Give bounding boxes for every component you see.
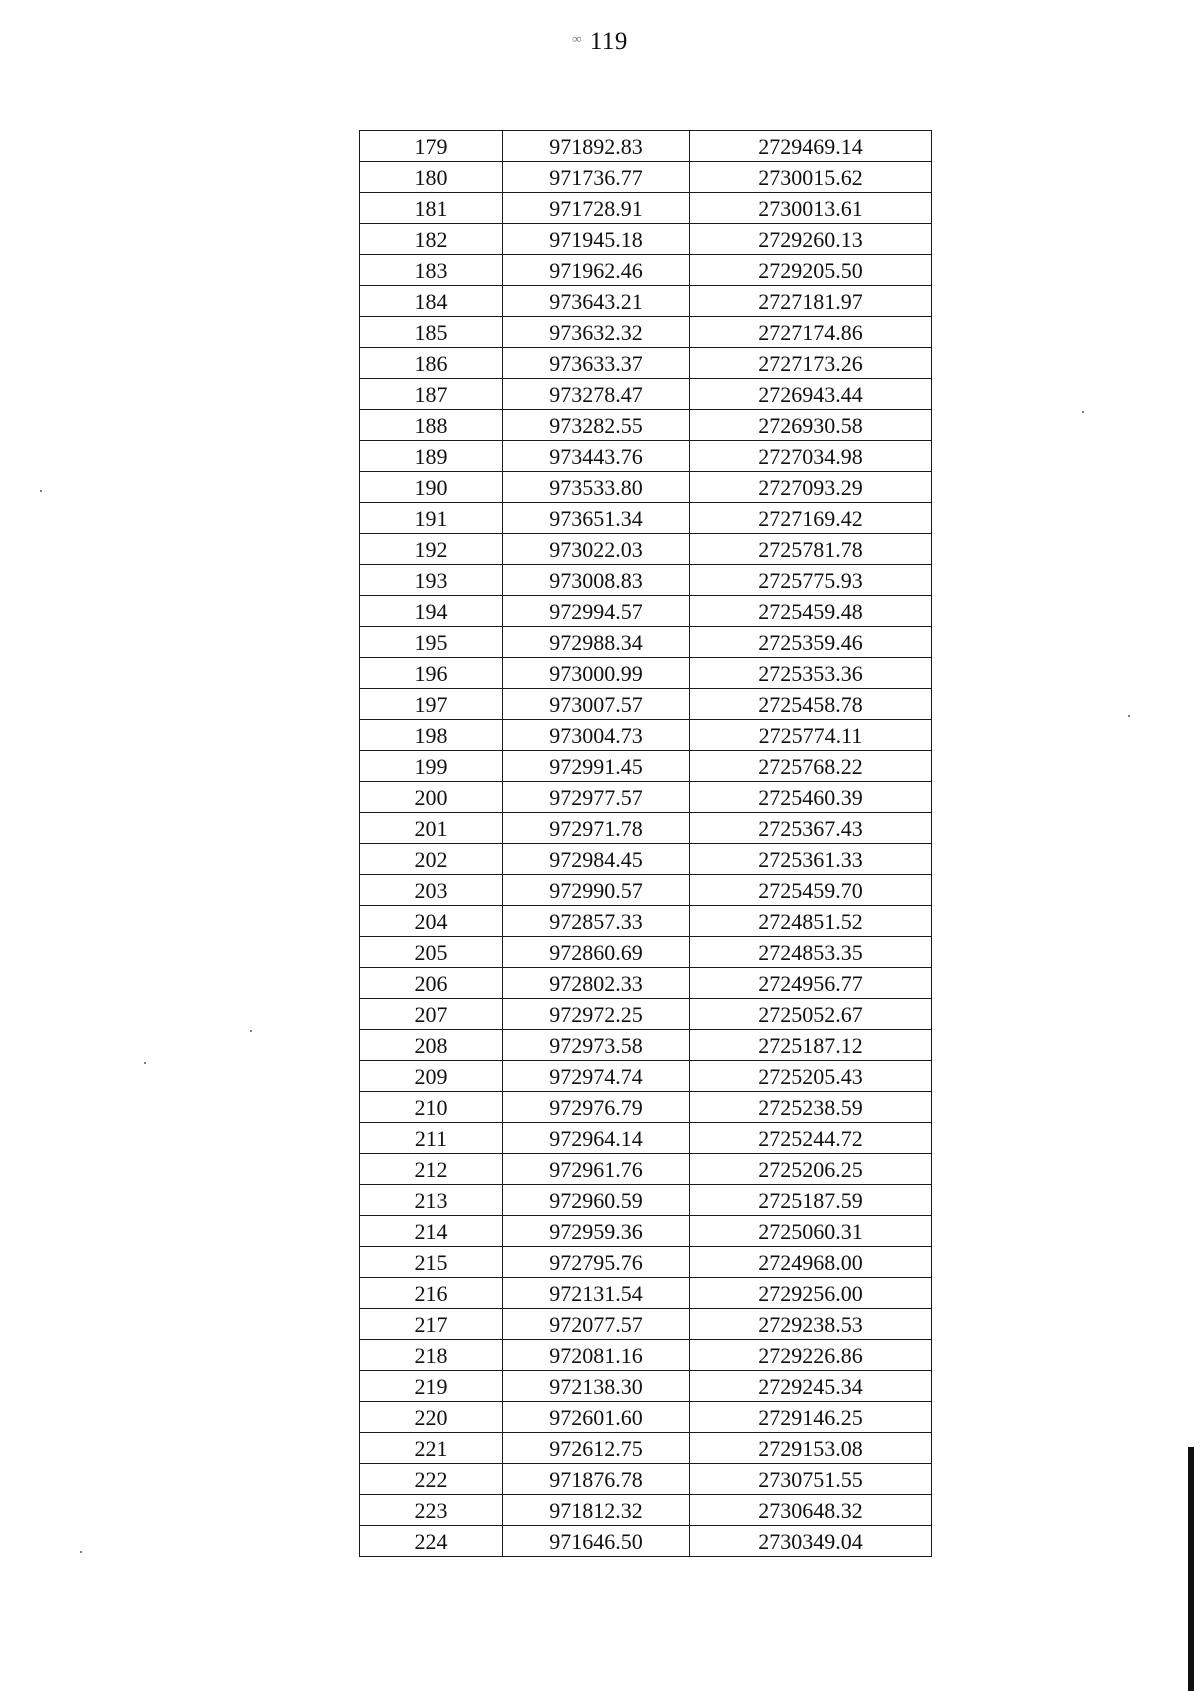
point-number-cell: 179 [360, 131, 503, 162]
table-row [360, 286, 932, 317]
y-coordinate-cell: 2730751.55 [690, 1464, 932, 1495]
y-coordinate-cell: 2729260.13 [690, 224, 932, 255]
y-coordinate-cell: 2730648.32 [690, 1495, 932, 1526]
coordinate-table [359, 130, 932, 1557]
y-coordinate-cell: 2724956.77 [690, 968, 932, 999]
point-number-cell: 192 [360, 534, 503, 565]
scan-speck [144, 1062, 146, 1064]
y-coordinate-cell: 2725768.22 [690, 751, 932, 782]
x-coordinate-cell: 971876.78 [503, 1464, 690, 1495]
x-coordinate-cell: 973651.34 [503, 503, 690, 534]
y-coordinate-cell: 2726943.44 [690, 379, 932, 410]
table-row [360, 1371, 932, 1402]
table-row [360, 1216, 932, 1247]
x-coordinate-cell: 973000.99 [503, 658, 690, 689]
x-coordinate-cell: 972994.57 [503, 596, 690, 627]
page-number [0, 28, 1200, 56]
table-row [360, 472, 932, 503]
table-row [360, 503, 932, 534]
point-number-cell: 218 [360, 1340, 503, 1371]
table-row [360, 1340, 932, 1371]
point-number-cell: 202 [360, 844, 503, 875]
x-coordinate-cell: 972612.75 [503, 1433, 690, 1464]
table-row [360, 782, 932, 813]
y-coordinate-cell: 2725781.78 [690, 534, 932, 565]
y-coordinate-cell: 2729238.53 [690, 1309, 932, 1340]
x-coordinate-cell: 973004.73 [503, 720, 690, 751]
point-number-cell: 214 [360, 1216, 503, 1247]
y-coordinate-cell: 2729226.86 [690, 1340, 932, 1371]
page-number-text: 119 [589, 28, 628, 55]
x-coordinate-cell: 972990.57 [503, 875, 690, 906]
table-row [360, 1402, 932, 1433]
table-row [360, 658, 932, 689]
y-coordinate-cell: 2730015.62 [690, 162, 932, 193]
scan-speck [80, 1551, 82, 1553]
y-coordinate-cell: 2724853.35 [690, 937, 932, 968]
y-coordinate-cell: 2725060.31 [690, 1216, 932, 1247]
point-number-cell: 207 [360, 999, 503, 1030]
x-coordinate-cell: 971945.18 [503, 224, 690, 255]
point-number-cell: 190 [360, 472, 503, 503]
point-number-cell: 198 [360, 720, 503, 751]
y-coordinate-cell: 2725206.25 [690, 1154, 932, 1185]
table-row [360, 875, 932, 906]
scan-edge-bar [1188, 1447, 1194, 1691]
table-row [360, 1061, 932, 1092]
point-number-cell: 205 [360, 937, 503, 968]
y-coordinate-cell: 2725187.59 [690, 1185, 932, 1216]
scan-mark-icon: ∞ [572, 31, 582, 46]
y-coordinate-cell: 2724968.00 [690, 1247, 932, 1278]
y-coordinate-cell: 2725353.36 [690, 658, 932, 689]
table-row [360, 968, 932, 999]
point-number-cell: 196 [360, 658, 503, 689]
point-number-cell: 195 [360, 627, 503, 658]
table-row [360, 999, 932, 1030]
point-number-cell: 184 [360, 286, 503, 317]
scan-speck [1128, 715, 1130, 717]
table-row [360, 131, 932, 162]
x-coordinate-cell: 972974.74 [503, 1061, 690, 1092]
table-row [360, 906, 932, 937]
table-row [360, 627, 932, 658]
point-number-cell: 180 [360, 162, 503, 193]
table-row [360, 534, 932, 565]
y-coordinate-cell: 2725460.39 [690, 782, 932, 813]
point-number-cell: 216 [360, 1278, 503, 1309]
point-number-cell: 181 [360, 193, 503, 224]
x-coordinate-cell: 972131.54 [503, 1278, 690, 1309]
y-coordinate-cell: 2727034.98 [690, 441, 932, 472]
point-number-cell: 194 [360, 596, 503, 627]
table-row [360, 1154, 932, 1185]
table-row [360, 317, 932, 348]
y-coordinate-cell: 2725238.59 [690, 1092, 932, 1123]
x-coordinate-cell: 972138.30 [503, 1371, 690, 1402]
y-coordinate-cell: 2727093.29 [690, 472, 932, 503]
x-coordinate-cell: 972976.79 [503, 1092, 690, 1123]
point-number-cell: 200 [360, 782, 503, 813]
y-coordinate-cell: 2725774.11 [690, 720, 932, 751]
y-coordinate-cell: 2727173.26 [690, 348, 932, 379]
point-number-cell: 217 [360, 1309, 503, 1340]
x-coordinate-cell: 971646.50 [503, 1526, 690, 1557]
point-number-cell: 223 [360, 1495, 503, 1526]
table-row [360, 720, 932, 751]
x-coordinate-cell: 971728.91 [503, 193, 690, 224]
x-coordinate-cell: 971812.32 [503, 1495, 690, 1526]
point-number-cell: 212 [360, 1154, 503, 1185]
point-number-cell: 221 [360, 1433, 503, 1464]
point-number-cell: 197 [360, 689, 503, 720]
table-row [360, 1309, 932, 1340]
table-row [360, 1464, 932, 1495]
table-row [360, 689, 932, 720]
y-coordinate-cell: 2730013.61 [690, 193, 932, 224]
point-number-cell: 188 [360, 410, 503, 441]
y-coordinate-cell: 2725458.78 [690, 689, 932, 720]
x-coordinate-cell: 972988.34 [503, 627, 690, 658]
x-coordinate-cell: 972972.25 [503, 999, 690, 1030]
x-coordinate-cell: 973008.83 [503, 565, 690, 596]
x-coordinate-cell: 973633.37 [503, 348, 690, 379]
x-coordinate-cell: 972077.57 [503, 1309, 690, 1340]
x-coordinate-cell: 973533.80 [503, 472, 690, 503]
x-coordinate-cell: 973443.76 [503, 441, 690, 472]
table-row [360, 1123, 932, 1154]
table-row [360, 1526, 932, 1557]
x-coordinate-cell: 972795.76 [503, 1247, 690, 1278]
scan-speck [1082, 411, 1084, 413]
table-row [360, 1433, 932, 1464]
x-coordinate-cell: 971962.46 [503, 255, 690, 286]
x-coordinate-cell: 972601.60 [503, 1402, 690, 1433]
y-coordinate-cell: 2724851.52 [690, 906, 932, 937]
y-coordinate-cell: 2729245.34 [690, 1371, 932, 1402]
x-coordinate-cell: 972959.36 [503, 1216, 690, 1247]
table-row [360, 937, 932, 968]
table-row [360, 565, 932, 596]
y-coordinate-cell: 2729153.08 [690, 1433, 932, 1464]
y-coordinate-cell: 2727169.42 [690, 503, 932, 534]
y-coordinate-cell: 2729205.50 [690, 255, 932, 286]
table-row [360, 348, 932, 379]
coordinate-table-body [360, 131, 932, 1557]
point-number-cell: 209 [360, 1061, 503, 1092]
scan-speck [250, 1030, 252, 1032]
y-coordinate-cell: 2727174.86 [690, 317, 932, 348]
x-coordinate-cell: 973278.47 [503, 379, 690, 410]
y-coordinate-cell: 2726930.58 [690, 410, 932, 441]
y-coordinate-cell: 2730349.04 [690, 1526, 932, 1557]
x-coordinate-cell: 973282.55 [503, 410, 690, 441]
point-number-cell: 215 [360, 1247, 503, 1278]
table-row [360, 255, 932, 286]
table-row [360, 1495, 932, 1526]
x-coordinate-cell: 972857.33 [503, 906, 690, 937]
x-coordinate-cell: 971736.77 [503, 162, 690, 193]
table-row [360, 751, 932, 782]
x-coordinate-cell: 972860.69 [503, 937, 690, 968]
point-number-cell: 187 [360, 379, 503, 410]
x-coordinate-cell: 972971.78 [503, 813, 690, 844]
y-coordinate-cell: 2729469.14 [690, 131, 932, 162]
point-number-cell: 206 [360, 968, 503, 999]
point-number-cell: 193 [360, 565, 503, 596]
x-coordinate-cell: 972964.14 [503, 1123, 690, 1154]
table-row [360, 224, 932, 255]
y-coordinate-cell: 2725775.93 [690, 565, 932, 596]
table-row [360, 441, 932, 472]
x-coordinate-cell: 972973.58 [503, 1030, 690, 1061]
y-coordinate-cell: 2725052.67 [690, 999, 932, 1030]
point-number-cell: 220 [360, 1402, 503, 1433]
table-row [360, 162, 932, 193]
point-number-cell: 183 [360, 255, 503, 286]
point-number-cell: 182 [360, 224, 503, 255]
x-coordinate-cell: 972960.59 [503, 1185, 690, 1216]
table-row [360, 844, 932, 875]
x-coordinate-cell: 972984.45 [503, 844, 690, 875]
point-number-cell: 211 [360, 1123, 503, 1154]
y-coordinate-cell: 2725205.43 [690, 1061, 932, 1092]
y-coordinate-cell: 2729256.00 [690, 1278, 932, 1309]
x-coordinate-cell: 972802.33 [503, 968, 690, 999]
point-number-cell: 210 [360, 1092, 503, 1123]
point-number-cell: 208 [360, 1030, 503, 1061]
table-row [360, 1030, 932, 1061]
x-coordinate-cell: 972991.45 [503, 751, 690, 782]
point-number-cell: 204 [360, 906, 503, 937]
table-row [360, 1092, 932, 1123]
y-coordinate-cell: 2725187.12 [690, 1030, 932, 1061]
point-number-cell: 201 [360, 813, 503, 844]
x-coordinate-cell: 973007.57 [503, 689, 690, 720]
x-coordinate-cell: 971892.83 [503, 131, 690, 162]
point-number-cell: 224 [360, 1526, 503, 1557]
x-coordinate-cell: 973643.21 [503, 286, 690, 317]
y-coordinate-cell: 2729146.25 [690, 1402, 932, 1433]
x-coordinate-cell: 972961.76 [503, 1154, 690, 1185]
y-coordinate-cell: 2727181.97 [690, 286, 932, 317]
table-row [360, 379, 932, 410]
point-number-cell: 219 [360, 1371, 503, 1402]
point-number-cell: 213 [360, 1185, 503, 1216]
x-coordinate-cell: 972977.57 [503, 782, 690, 813]
y-coordinate-cell: 2725359.46 [690, 627, 932, 658]
point-number-cell: 222 [360, 1464, 503, 1495]
y-coordinate-cell: 2725459.48 [690, 596, 932, 627]
y-coordinate-cell: 2725459.70 [690, 875, 932, 906]
point-number-cell: 185 [360, 317, 503, 348]
table-row [360, 1278, 932, 1309]
table-row [360, 193, 932, 224]
point-number-cell: 203 [360, 875, 503, 906]
point-number-cell: 199 [360, 751, 503, 782]
point-number-cell: 191 [360, 503, 503, 534]
x-coordinate-cell: 973022.03 [503, 534, 690, 565]
table-row [360, 410, 932, 441]
table-row [360, 1185, 932, 1216]
table-row [360, 813, 932, 844]
y-coordinate-cell: 2725367.43 [690, 813, 932, 844]
point-number-cell: 186 [360, 348, 503, 379]
y-coordinate-cell: 2725361.33 [690, 844, 932, 875]
y-coordinate-cell: 2725244.72 [690, 1123, 932, 1154]
table-row [360, 1247, 932, 1278]
scan-speck [40, 490, 42, 492]
table-row [360, 596, 932, 627]
point-number-cell: 189 [360, 441, 503, 472]
x-coordinate-cell: 972081.16 [503, 1340, 690, 1371]
x-coordinate-cell: 973632.32 [503, 317, 690, 348]
